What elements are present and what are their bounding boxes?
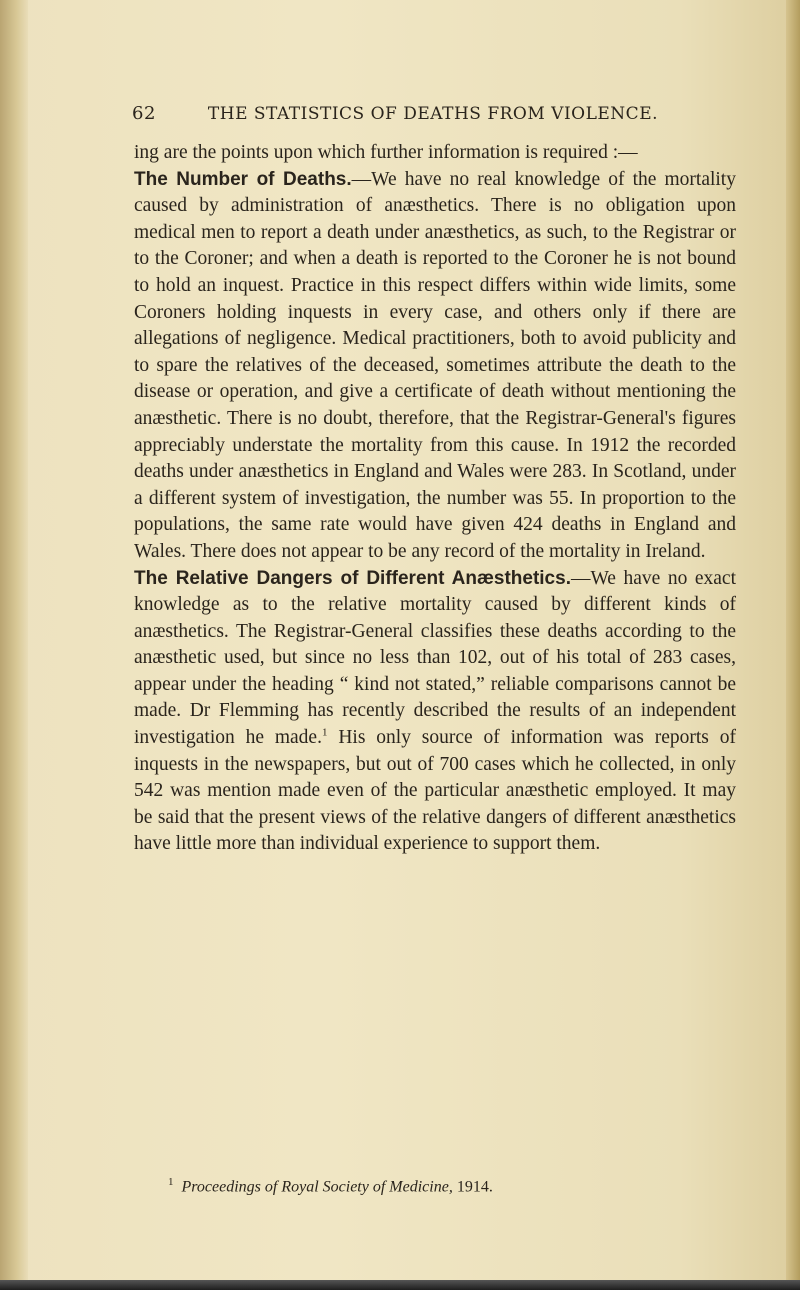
running-title: THE STATISTICS OF DEATHS FROM VIOLENCE. xyxy=(207,104,659,124)
paragraph-text: ing are the points upon which further information is required :— xyxy=(134,142,638,163)
section-heading: The Relative Dangers of Different Anæsthetics. xyxy=(134,567,571,589)
section-heading: The Number of Deaths. xyxy=(134,168,352,190)
paragraph-text: —We have no real knowledge of the mortality caused by administration of anæsthetics. There is no obligation upon medical men to report a death under anæsthetics, as such, to the Registrar or to the Coroner; and when a death is reported to the Coroner he is not bound to hold an inquest. Practice in this respect differs within wide limits, some Coroners holding inquests in every case, and others only if there are allegations of negligence. Medical practitioners, both to avoid publicity and to spare the relatives of the deceased, sometimes attribute the death to the disease or operation, and give a certificate of death without mentioning the anæsthetic. There is no doubt, therefore, that the Registrar-General's figures appreciably understate the mortality from this cause. In 1912 the recorded deaths under anæsthetics in England and Wales were 283. In Scotland, under a different system of investigation, the number was 55. In proportion to the populations, the same rate would have given 424 deaths in England and Wales. There does not appear to be any record of the mortality in Ireland. xyxy=(134,168,736,562)
paragraph-number-of-deaths xyxy=(134,167,736,566)
footnote-reference: 1 xyxy=(321,726,328,739)
page-number: 62 xyxy=(132,103,156,124)
page-gutter xyxy=(0,0,28,1290)
continued-paragraph xyxy=(134,140,736,167)
paragraph-relative-dangers xyxy=(134,566,736,859)
running-header xyxy=(132,103,732,124)
paragraph-text: —We have no exact knowledge as to the relative mortality caused by different kinds of anæsthetics. The Registrar-General classifies these deaths according to the anæsthetic used, but since no less than 102, out of his total of 283 cases, appear under the heading “ kind not stated,” reliable comparisons cannot be made. Dr Flemming has recently described the results of an independent investigation he made. xyxy=(134,567,736,749)
footnote-source: Proceedings of Royal Society of Medicine, xyxy=(181,1178,453,1196)
paragraph-text: His only source of information was reports of inquests in the newspapers, but out of 700 cases which he collected, in only 542 was mention made even of the particular anæsthetic employed. It may be said that the present views of the relative dangers of different anæsthetics have little more than individual experience to support them. xyxy=(134,727,736,855)
footnote xyxy=(168,1176,728,1196)
page-edge xyxy=(786,0,800,1290)
footnote-number: 1 xyxy=(168,1176,174,1188)
footnote-year: 1914. xyxy=(452,1178,493,1196)
page-bottom-edge xyxy=(0,1280,800,1290)
body-text xyxy=(134,140,736,858)
